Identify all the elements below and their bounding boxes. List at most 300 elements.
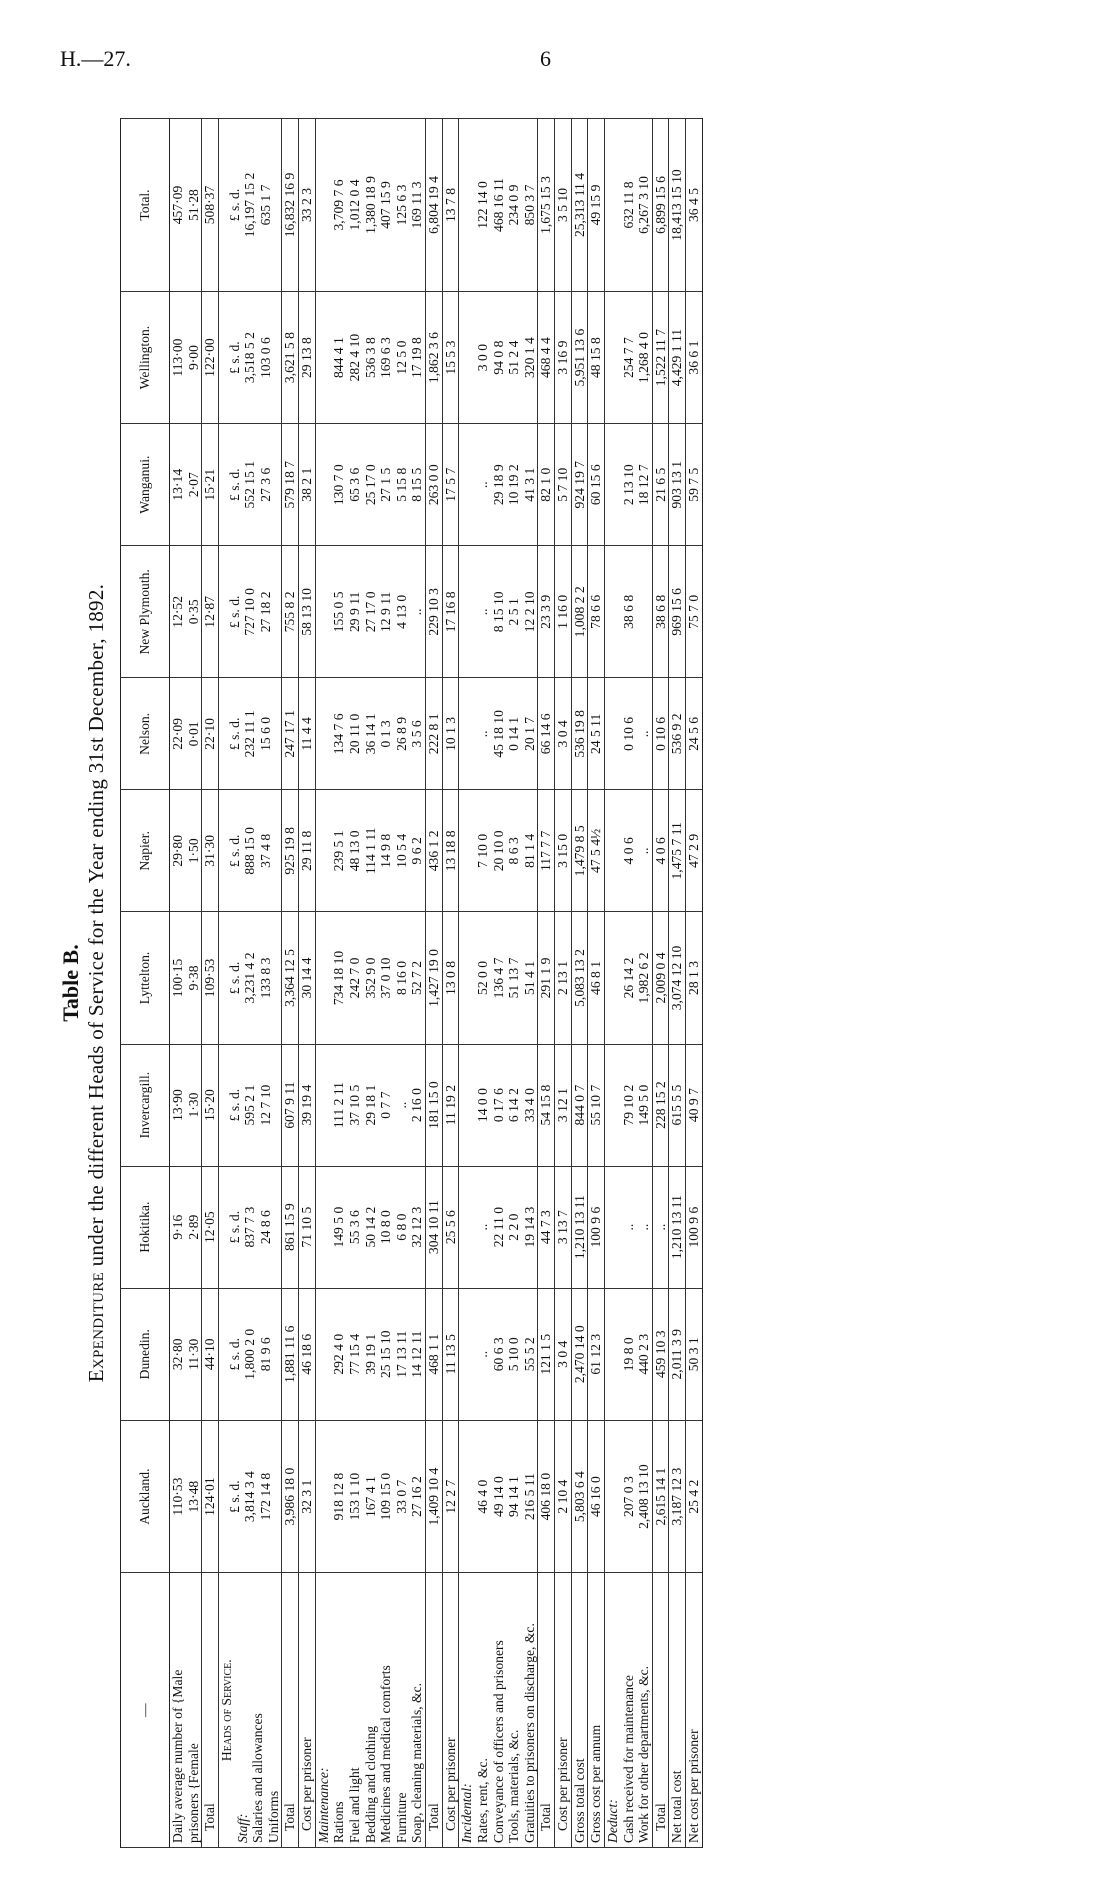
table-title-rest: under the different Heads of Service for the Year ending 31st December, 1892. bbox=[84, 583, 108, 1267]
table-cell bbox=[604, 1044, 652, 1166]
cell-value: 29 9 11 bbox=[346, 591, 362, 632]
table-cell bbox=[442, 1044, 459, 1166]
table-cell bbox=[604, 119, 652, 292]
cell-value: 3 0 4 bbox=[555, 1340, 570, 1368]
cell-value: 468 16 11 bbox=[490, 178, 506, 232]
cell-value: .. bbox=[474, 1350, 490, 1358]
table-cell bbox=[652, 912, 669, 1044]
table-cell bbox=[442, 1288, 459, 1420]
cell-value: 436 1 2 bbox=[426, 830, 441, 872]
cell-value: 46 8 1 bbox=[588, 960, 604, 995]
table-cell bbox=[686, 291, 703, 423]
table-cell bbox=[426, 678, 443, 790]
cell-value: 94 0 8 bbox=[490, 340, 506, 375]
row-label-line: Uniforms bbox=[265, 1790, 281, 1843]
cell-value: 8 15 5 bbox=[409, 467, 425, 502]
table-cell bbox=[282, 546, 299, 678]
table-cell bbox=[282, 1166, 299, 1288]
cell-value: 10 19 2 bbox=[506, 464, 522, 506]
cell-value: 29 18 1 bbox=[362, 1084, 378, 1126]
table-cell bbox=[170, 678, 202, 790]
table-cell bbox=[442, 912, 459, 1044]
table-cell bbox=[652, 678, 669, 790]
cell-value bbox=[605, 1171, 621, 1284]
table-cell bbox=[604, 291, 652, 423]
cell-value: .. bbox=[393, 1101, 409, 1109]
cell-value: 263 0 0 bbox=[426, 464, 441, 506]
cell-value: 12·52 bbox=[170, 595, 185, 628]
cell-value: .. bbox=[474, 1223, 490, 1231]
cell-value bbox=[605, 296, 621, 419]
cell-value: 26 8 9 bbox=[393, 716, 409, 751]
table-cell bbox=[686, 1166, 703, 1288]
cell-value: 48 13 0 bbox=[346, 830, 362, 872]
cell-value: 207 0 3 bbox=[620, 1476, 636, 1518]
cell-value: 14 12 11 bbox=[409, 1330, 425, 1378]
cell-value: 9·00 bbox=[185, 345, 201, 371]
cell-value bbox=[605, 550, 621, 673]
cell-value bbox=[316, 682, 332, 785]
table-cell bbox=[538, 1166, 555, 1288]
row-label-line: Medicines and medical comforts bbox=[378, 1665, 394, 1843]
table-row bbox=[170, 119, 202, 1848]
table-cell bbox=[299, 1166, 316, 1288]
cell-value: 2,011 3 9 bbox=[669, 1329, 685, 1380]
cell-value: 29 13 8 bbox=[299, 337, 314, 378]
column-header: Lyttelton. bbox=[121, 912, 170, 1044]
cell-value: 58 13 10 bbox=[299, 588, 314, 636]
cell-value: 11 19 2 bbox=[442, 1084, 458, 1126]
cell-value bbox=[316, 1425, 332, 1569]
cell-value: 78 6 6 bbox=[588, 594, 604, 629]
cell-value: 155 0 5 bbox=[331, 591, 347, 633]
cell-value: 850 3 7 bbox=[521, 184, 537, 226]
cell-value: 77 15 4 bbox=[346, 1333, 362, 1375]
table-cell bbox=[442, 291, 459, 423]
row-label-line: Cost per prisoner bbox=[442, 1737, 458, 1831]
cell-value: 3 0 0 bbox=[474, 344, 490, 372]
cell-value: £ s. d. bbox=[226, 717, 242, 751]
cell-value: 861 15 9 bbox=[282, 1203, 298, 1251]
cell-value: 12 7 10 bbox=[257, 1084, 273, 1126]
row-label bbox=[282, 1573, 299, 1848]
cell-value: 2 13 10 bbox=[620, 464, 636, 506]
table-cell bbox=[202, 291, 219, 423]
cell-value: 24 5 6 bbox=[686, 716, 701, 751]
row-label-line: Cash received for maintenance bbox=[620, 1675, 636, 1843]
cell-value: 122·00 bbox=[202, 338, 218, 377]
cell-value: 536 3 8 bbox=[362, 337, 378, 378]
cell-value: 10 1 3 bbox=[442, 716, 458, 751]
row-label bbox=[604, 1573, 652, 1848]
table-cell bbox=[555, 1166, 572, 1288]
table-cell bbox=[315, 1420, 425, 1573]
table-cell bbox=[459, 1044, 538, 1166]
cell-value: 12·87 bbox=[202, 595, 218, 628]
cell-value: 3 12 1 bbox=[555, 1088, 570, 1123]
row-label bbox=[170, 1573, 202, 1848]
table-cell bbox=[652, 546, 669, 678]
cell-value: 134 7 6 bbox=[331, 713, 347, 755]
cell-value: 121 1 5 bbox=[538, 1333, 554, 1375]
table-cell bbox=[299, 291, 316, 423]
table-cell bbox=[442, 546, 459, 678]
cell-value: 282 4 10 bbox=[346, 333, 362, 382]
cell-value: 4 13 0 bbox=[393, 594, 409, 629]
table-row bbox=[299, 119, 316, 1848]
cell-value: 9 6 2 bbox=[409, 837, 425, 865]
table-cell bbox=[170, 291, 202, 423]
cell-value: 615 5 5 bbox=[669, 1084, 685, 1126]
cell-value: 172 14 8 bbox=[257, 1472, 273, 1521]
table-cell bbox=[315, 912, 425, 1044]
cell-value: 8 15 10 bbox=[490, 591, 506, 633]
table-cell bbox=[555, 912, 572, 1044]
cell-value: 20 11 0 bbox=[346, 713, 362, 755]
cell-value: 1,881 11 6 bbox=[282, 1325, 298, 1383]
column-header: Total. bbox=[121, 119, 170, 292]
cell-value: 407 15 9 bbox=[378, 181, 394, 229]
cell-value: 3,518 5 2 bbox=[242, 332, 258, 384]
cell-value: 12 9 11 bbox=[378, 591, 394, 632]
table-cell bbox=[571, 291, 588, 423]
table-cell bbox=[588, 1166, 605, 1288]
cell-value: 51 13 7 bbox=[506, 957, 522, 999]
cell-value: 81 1 4 bbox=[521, 833, 537, 868]
cell-value: 3 5 6 bbox=[409, 720, 425, 748]
cell-value: 3,709 7 6 bbox=[331, 179, 347, 231]
cell-value: 595 2 1 bbox=[242, 1084, 258, 1126]
table-cell bbox=[459, 1420, 538, 1573]
table-cell bbox=[218, 912, 282, 1044]
table-cell bbox=[282, 1044, 299, 1166]
cell-value: £ s. d. bbox=[226, 961, 242, 995]
row-label-line: Gross cost per annum bbox=[588, 1724, 604, 1843]
cell-value bbox=[459, 1293, 475, 1416]
document-reference: H.—27. bbox=[60, 46, 131, 71]
table-header-row bbox=[121, 119, 170, 1848]
table-cell bbox=[555, 291, 572, 423]
row-label bbox=[202, 1573, 219, 1848]
table-cell bbox=[459, 119, 538, 292]
cell-value: 0·01 bbox=[185, 721, 201, 747]
table-cell bbox=[218, 678, 282, 790]
table-cell bbox=[669, 1044, 686, 1166]
cell-value: 304 10 11 bbox=[426, 1200, 441, 1255]
row-label-line: Total bbox=[538, 1803, 554, 1831]
row-label-line: Gratuities to prisoners on discharge, &c. bbox=[521, 1623, 537, 1843]
table-cell bbox=[170, 1288, 202, 1420]
table-cell bbox=[555, 546, 572, 678]
cell-value: 924 19 7 bbox=[571, 460, 587, 509]
cell-value bbox=[459, 1425, 475, 1569]
cell-value: 124·01 bbox=[202, 1477, 218, 1516]
cell-value: 61 12 3 bbox=[588, 1333, 604, 1375]
cell-value: 2·07 bbox=[185, 472, 201, 498]
table-cell bbox=[555, 678, 572, 790]
cell-value: 6,267 3 10 bbox=[636, 176, 652, 234]
cell-value: 536 9 2 bbox=[669, 713, 685, 755]
cell-value: 406 18 0 bbox=[538, 1472, 554, 1521]
table-cell bbox=[202, 546, 219, 678]
table-cell bbox=[538, 1420, 555, 1573]
table-cell bbox=[571, 1420, 588, 1573]
table-cell bbox=[604, 546, 652, 678]
table-cell bbox=[218, 546, 282, 678]
row-label-line: Conveyance of officers and prisoners bbox=[490, 1640, 506, 1843]
row-label bbox=[571, 1573, 588, 1848]
table-cell bbox=[669, 1420, 686, 1573]
table-row bbox=[604, 119, 652, 1848]
cell-value: 3,814 3 4 bbox=[242, 1471, 258, 1523]
cell-value bbox=[605, 682, 621, 785]
cell-value: 12 5 0 bbox=[393, 340, 409, 375]
table-cell bbox=[202, 1044, 219, 1166]
row-label-line: Net total cost bbox=[669, 1770, 685, 1843]
table-cell bbox=[538, 119, 555, 292]
cell-value: 48 15 8 bbox=[588, 337, 604, 378]
table-cell bbox=[686, 1288, 703, 1420]
table-row bbox=[202, 119, 219, 1848]
row-label-line: Heads of Service. bbox=[218, 1659, 234, 1762]
cell-value: 13·90 bbox=[170, 1089, 185, 1121]
table-cell bbox=[669, 678, 686, 790]
cell-value: 29 11 8 bbox=[299, 830, 314, 871]
cell-value: 6 14 2 bbox=[506, 1088, 522, 1123]
table-cell bbox=[202, 1166, 219, 1288]
table-cell bbox=[555, 424, 572, 546]
column-header-label: — bbox=[121, 1573, 170, 1848]
cell-value: 254 7 7 bbox=[620, 337, 636, 378]
cell-value: 459 10 3 bbox=[652, 1330, 668, 1379]
table-cell bbox=[426, 424, 443, 546]
row-label-line: Bedding and clothing bbox=[362, 1725, 378, 1843]
table-cell bbox=[315, 1166, 425, 1288]
cell-value: 111 2 11 bbox=[331, 1082, 347, 1129]
row-label-line: Staff: bbox=[234, 1813, 250, 1843]
table-cell bbox=[571, 1044, 588, 1166]
table-row bbox=[218, 119, 282, 1848]
cell-value: 3 5 10 bbox=[555, 188, 570, 222]
table-cell bbox=[652, 1166, 669, 1288]
cell-value: 8 6 3 bbox=[506, 837, 522, 865]
cell-value: 39 19 1 bbox=[362, 1333, 378, 1375]
table-cell bbox=[652, 790, 669, 912]
cell-value: 536 19 8 bbox=[571, 710, 587, 758]
table-cell bbox=[442, 678, 459, 790]
cell-value: 28 1 3 bbox=[686, 960, 701, 995]
cell-value: 3,074 12 10 bbox=[669, 945, 685, 1011]
table-row bbox=[555, 119, 572, 1848]
cell-value bbox=[316, 1171, 332, 1284]
cell-value: 16,832 16 9 bbox=[282, 172, 298, 238]
table-cell bbox=[588, 291, 605, 423]
table-cell bbox=[202, 1420, 219, 1573]
cell-value: 25 15 10 bbox=[378, 1330, 394, 1379]
row-label-line: Net cost per prisoner bbox=[686, 1729, 701, 1843]
cell-value: 49 14 0 bbox=[490, 1476, 506, 1518]
table-cell bbox=[202, 790, 219, 912]
cell-value: 25 17 0 bbox=[362, 464, 378, 506]
table-cell bbox=[571, 790, 588, 912]
table-cell bbox=[426, 546, 443, 678]
table-cell bbox=[588, 1288, 605, 1420]
cell-value: 46 16 0 bbox=[588, 1476, 604, 1518]
table-title-prefix: Expenditure bbox=[84, 1271, 108, 1383]
table-cell bbox=[282, 790, 299, 912]
table-cell bbox=[218, 1420, 282, 1573]
cell-value: 320 1 4 bbox=[521, 337, 537, 378]
cell-value bbox=[459, 682, 475, 785]
cell-value: 12 2 10 bbox=[521, 591, 537, 633]
cell-value: 46 18 6 bbox=[299, 1333, 314, 1375]
table-cell bbox=[299, 1288, 316, 1420]
cell-value: 3,986 18 0 bbox=[282, 1467, 298, 1526]
cell-value: 125 6 3 bbox=[393, 184, 409, 226]
table-cell bbox=[459, 912, 538, 1044]
cell-value: 27 3 6 bbox=[257, 467, 273, 502]
row-label-line: Salaries and allowances bbox=[250, 1713, 266, 1843]
cell-value: .. bbox=[636, 730, 652, 738]
table-cell bbox=[604, 790, 652, 912]
table-cell bbox=[282, 424, 299, 546]
table-cell bbox=[218, 119, 282, 292]
cell-value: 149 5 0 bbox=[331, 1206, 347, 1248]
cell-value: 552 15 1 bbox=[242, 460, 258, 509]
cell-value: 1,210 13 11 bbox=[571, 1195, 587, 1260]
table-cell bbox=[202, 1288, 219, 1420]
table-cell bbox=[459, 678, 538, 790]
table-cell bbox=[282, 291, 299, 423]
table-cell bbox=[571, 1166, 588, 1288]
cell-value: 17 16 8 bbox=[442, 591, 458, 633]
cell-value: £ s. d. bbox=[226, 1088, 242, 1122]
table-cell bbox=[459, 1288, 538, 1420]
cell-value: 292 4 0 bbox=[331, 1333, 347, 1375]
table-row bbox=[442, 119, 459, 1848]
cell-value: 888 15 0 bbox=[242, 827, 258, 875]
table-cell bbox=[571, 546, 588, 678]
row-label bbox=[459, 1573, 538, 1848]
table-cell bbox=[652, 1044, 669, 1166]
table-cell bbox=[652, 1420, 669, 1573]
table-cell bbox=[426, 1166, 443, 1288]
cell-value: 60 6 3 bbox=[490, 1337, 506, 1372]
cell-value: 352 9 0 bbox=[362, 957, 378, 999]
cell-value: 50 3 1 bbox=[686, 1337, 701, 1372]
table-cell bbox=[459, 291, 538, 423]
cell-value: 94 14 1 bbox=[506, 1476, 522, 1518]
cell-value: 8 16 0 bbox=[393, 960, 409, 995]
table-row bbox=[459, 119, 538, 1848]
cell-value: 9·16 bbox=[170, 1214, 185, 1240]
cell-value: 4,429 1 11 bbox=[669, 328, 685, 387]
table-row bbox=[588, 119, 605, 1848]
cell-value: 149 5 0 bbox=[636, 1084, 652, 1126]
table-cell bbox=[555, 790, 572, 912]
table-row bbox=[282, 119, 299, 1848]
column-header: Dunedin. bbox=[121, 1288, 170, 1420]
cell-value: 3 15 0 bbox=[555, 833, 570, 868]
cell-value: 25,313 11 4 bbox=[571, 172, 587, 238]
table-cell bbox=[282, 1420, 299, 1573]
table-cell bbox=[686, 790, 703, 912]
cell-value: £ s. d. bbox=[226, 188, 242, 222]
cell-value: 13·48 bbox=[185, 1480, 201, 1513]
cell-value: 2 2 0 bbox=[506, 1213, 522, 1241]
table-cell bbox=[686, 1044, 703, 1166]
table-cell bbox=[202, 678, 219, 790]
cell-value: 49 15 9 bbox=[588, 184, 604, 226]
table-cell bbox=[686, 424, 703, 546]
column-header: Napier. bbox=[121, 790, 170, 912]
cell-value: 2 5 1 bbox=[506, 598, 522, 626]
cell-value: 734 18 10 bbox=[331, 950, 347, 1006]
table-cell bbox=[299, 424, 316, 546]
cell-value: 1·30 bbox=[185, 1092, 201, 1118]
cell-value: 109·53 bbox=[202, 958, 218, 998]
cell-value: 15·21 bbox=[202, 468, 218, 501]
cell-value: 1,475 7 11 bbox=[669, 822, 685, 880]
cell-value: 39 19 4 bbox=[299, 1084, 314, 1126]
table-row bbox=[686, 119, 703, 1848]
row-label bbox=[555, 1573, 572, 1848]
row-label bbox=[669, 1573, 686, 1848]
table-cell bbox=[571, 424, 588, 546]
cell-value: 82 1 0 bbox=[538, 467, 554, 502]
cell-value: 59 7 5 bbox=[686, 467, 701, 502]
cell-value: 1,012 0 4 bbox=[346, 179, 362, 231]
cell-value: 291 1 9 bbox=[538, 957, 554, 999]
table-cell bbox=[588, 1420, 605, 1573]
cell-value: 247 17 1 bbox=[282, 710, 298, 758]
table-cell bbox=[588, 119, 605, 292]
cell-value: 844 4 1 bbox=[331, 337, 347, 378]
table-cell bbox=[652, 424, 669, 546]
cell-value: 837 7 3 bbox=[242, 1206, 258, 1248]
cell-value: 918 12 8 bbox=[331, 1472, 347, 1521]
table-row bbox=[315, 119, 425, 1848]
cell-value: 130 7 0 bbox=[331, 464, 347, 506]
table-cell bbox=[652, 1288, 669, 1420]
table-cell bbox=[218, 424, 282, 546]
cell-value: 122 14 0 bbox=[474, 181, 490, 229]
cell-value: 727 10 0 bbox=[242, 588, 258, 636]
cell-value bbox=[605, 794, 621, 907]
cell-value: 969 15 6 bbox=[669, 588, 685, 636]
cell-value: £ s. d. bbox=[226, 341, 242, 374]
cell-value: 24 5 11 bbox=[588, 713, 604, 755]
cell-value: 27 16 2 bbox=[409, 1476, 425, 1518]
cell-value: 79 10 2 bbox=[620, 1084, 636, 1126]
table-cell bbox=[686, 678, 703, 790]
row-label bbox=[588, 1573, 605, 1848]
cell-value: 113·00 bbox=[170, 338, 185, 377]
cell-value: 25 5 6 bbox=[442, 1210, 458, 1245]
cell-value: 17 19 8 bbox=[409, 337, 425, 378]
cell-value: 71 10 5 bbox=[299, 1206, 314, 1248]
cell-value: 3,621 5 8 bbox=[282, 332, 298, 384]
cell-value: 25 4 2 bbox=[686, 1479, 701, 1514]
cell-value: 755 8 2 bbox=[282, 591, 298, 633]
table-cell bbox=[604, 1288, 652, 1420]
row-label-line: Daily average number of {Male bbox=[170, 1669, 185, 1843]
table-cell bbox=[170, 119, 202, 292]
table-cell bbox=[442, 1420, 459, 1573]
table-cell bbox=[459, 546, 538, 678]
table-cell bbox=[170, 1166, 202, 1288]
row-label bbox=[652, 1573, 669, 1848]
